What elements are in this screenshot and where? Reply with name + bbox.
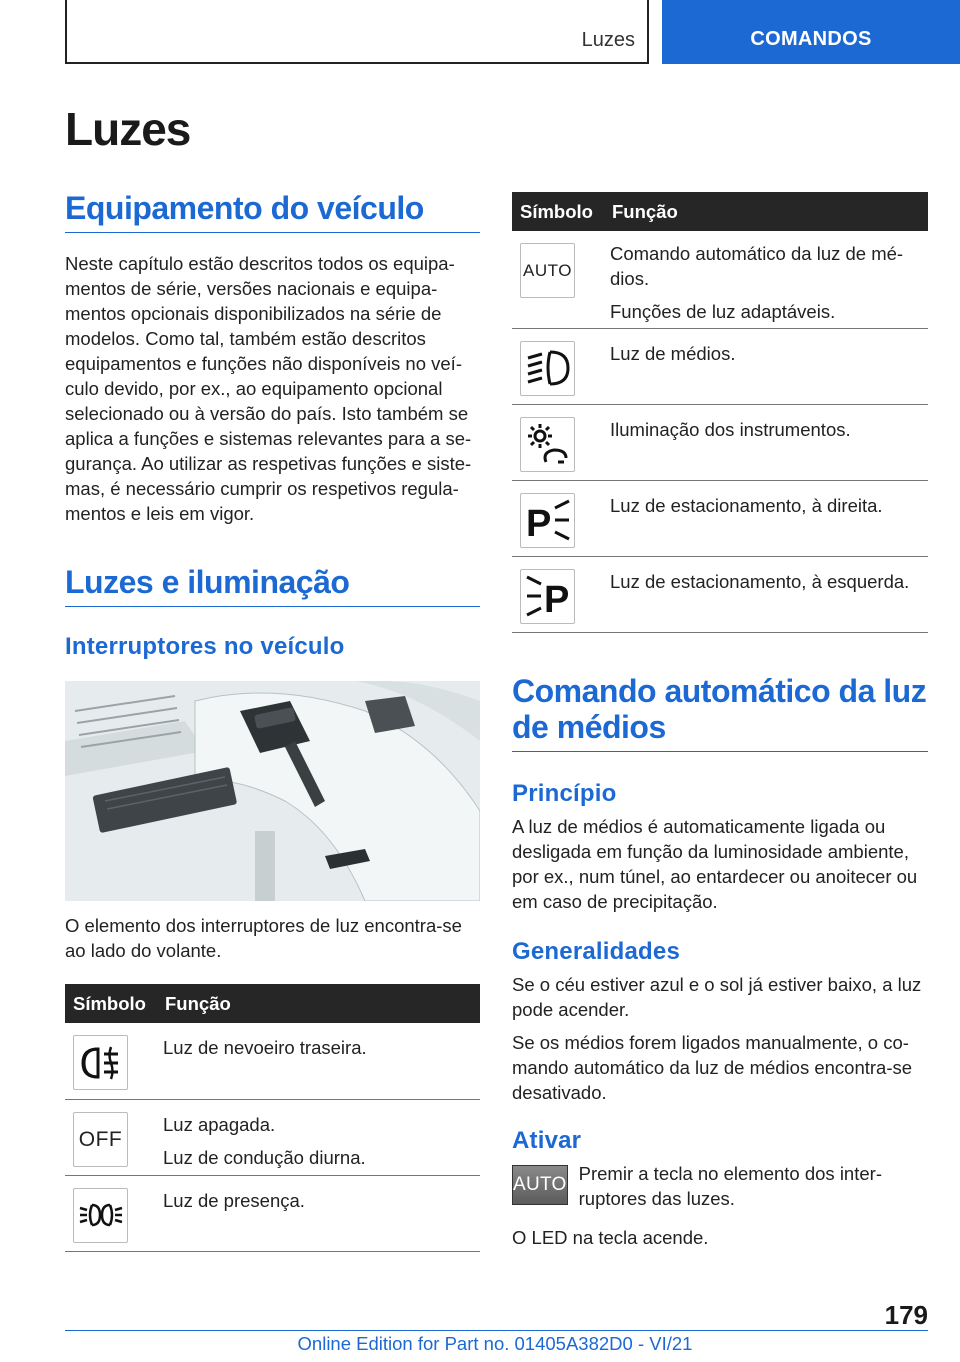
instrument-lighting-icon — [520, 417, 575, 472]
table-row — [65, 1023, 480, 1099]
table-row — [512, 328, 928, 404]
table-row — [512, 480, 928, 556]
parking-light-right-icon — [520, 493, 575, 548]
svg-text:P: P — [525, 503, 551, 542]
table-header-row — [65, 984, 480, 1023]
parking-light-left-icon — [520, 569, 575, 624]
table-row — [512, 556, 928, 632]
header-section-box — [65, 0, 649, 64]
heading-vehicle-equipment: Equipamento do veículo — [65, 190, 480, 233]
heading-principle: Princípio — [512, 779, 617, 807]
general-paragraph-1: Se o céu estiver azul e o sol já estiver baixo, a luz pode acender. — [512, 973, 922, 1020]
header-chapter-tab[interactable]: COMANDOS — [662, 0, 960, 64]
rear-fog-light-icon — [73, 1035, 128, 1090]
col-function: Função — [157, 984, 480, 1023]
led-paragraph: O LED na tecla acende. — [512, 1226, 709, 1248]
function-text: Luz de condução diurna. — [163, 1146, 366, 1168]
equipment-paragraph: Neste capítulo estão descritos todos os equipamentos de série, versões nacionais e equipamentos opcionais disponibilizados na série de modelos. Como tal, também estão descritos equipamentos e funções não disponíveis no veículo devido, por ex., ao equipamento opcional selecionado ou à versão do país. Isto também se aplica a funções e sistemas relevantes para a segurança. Ao utilizar as respetivas funções e sistemas, é necessário cumprir os respetivos regulamentos e leis em vigor. — [65, 253, 472, 524]
principle-paragraph: A luz de médios é automaticamente ligada ou desligada em função da luminosidade ambiente, por ex., num túnel, ao entardecer ou anoitecer ou em caso de precipitação. — [512, 815, 918, 912]
light-switch-photo — [65, 681, 480, 901]
table-row — [65, 1175, 480, 1251]
steering-column-illustration — [65, 681, 480, 901]
activate-paragraph: Premir a tecla no elemento dos interruptores das luzes. — [578, 1162, 882, 1209]
svg-text:P: P — [543, 579, 569, 618]
table-row — [65, 1099, 480, 1175]
page-number: 179 — [884, 1300, 928, 1330]
right-column — [512, 192, 928, 1250]
footer-divider — [65, 1330, 928, 1331]
function-text: Luz apagada. — [163, 1113, 276, 1135]
general-paragraph-2: Se os médios forem ligados manualmente, o comando automático da luz de médios encontra-se desativado. — [512, 1031, 913, 1103]
heading-switches-in-vehicle: Interruptores no veículo — [65, 633, 345, 660]
heading-lights-and-illumination: Luzes e iluminação — [65, 564, 480, 607]
header-section-label: Luzes — [581, 29, 635, 51]
heading-general: Generalidades — [512, 937, 681, 965]
edition-label: Online Edition for Part no. 01405A382D0 - VI/21 — [297, 1333, 693, 1354]
function-text: Luz de estacionamento, à esquerda. — [610, 570, 910, 592]
function-text: Funções de luz adaptáveis. — [610, 301, 836, 322]
left-column — [65, 190, 480, 1252]
auto-icon: AUTO — [520, 243, 575, 298]
auto-key-icon: AUTO — [512, 1165, 568, 1205]
table-header-row — [512, 192, 928, 231]
off-icon: OFF — [73, 1112, 128, 1167]
heading-auto-low-beam: Comando automático da luz de médios — [512, 673, 928, 752]
low-beam-icon — [520, 341, 575, 396]
right-symbol-table — [512, 192, 928, 633]
heading-activate: Ativar — [512, 1126, 582, 1154]
table-row — [512, 404, 928, 480]
function-text: Iluminação dos instrumentos. — [610, 418, 851, 440]
col-symbol: Símbolo — [512, 192, 604, 231]
col-symbol: Símbolo — [65, 984, 157, 1023]
col-function: Função — [604, 192, 928, 231]
side-light-icon — [73, 1188, 128, 1243]
function-text: Luz de estacionamento, à direita. — [610, 494, 883, 516]
left-symbol-table — [65, 984, 480, 1252]
function-text: Luz de nevoeiro traseira. — [163, 1037, 367, 1058]
function-text: Luz de presença. — [163, 1189, 305, 1211]
function-text: Luz de médios. — [610, 342, 736, 364]
table-row — [512, 231, 928, 328]
page-title: Luzes — [65, 103, 191, 155]
function-text: Comando automático da luz de médios. — [610, 243, 904, 289]
activate-block — [512, 1162, 928, 1211]
switches-paragraph: O elemento dos interruptores de luz encontra-se ao lado do volante. — [65, 915, 462, 961]
